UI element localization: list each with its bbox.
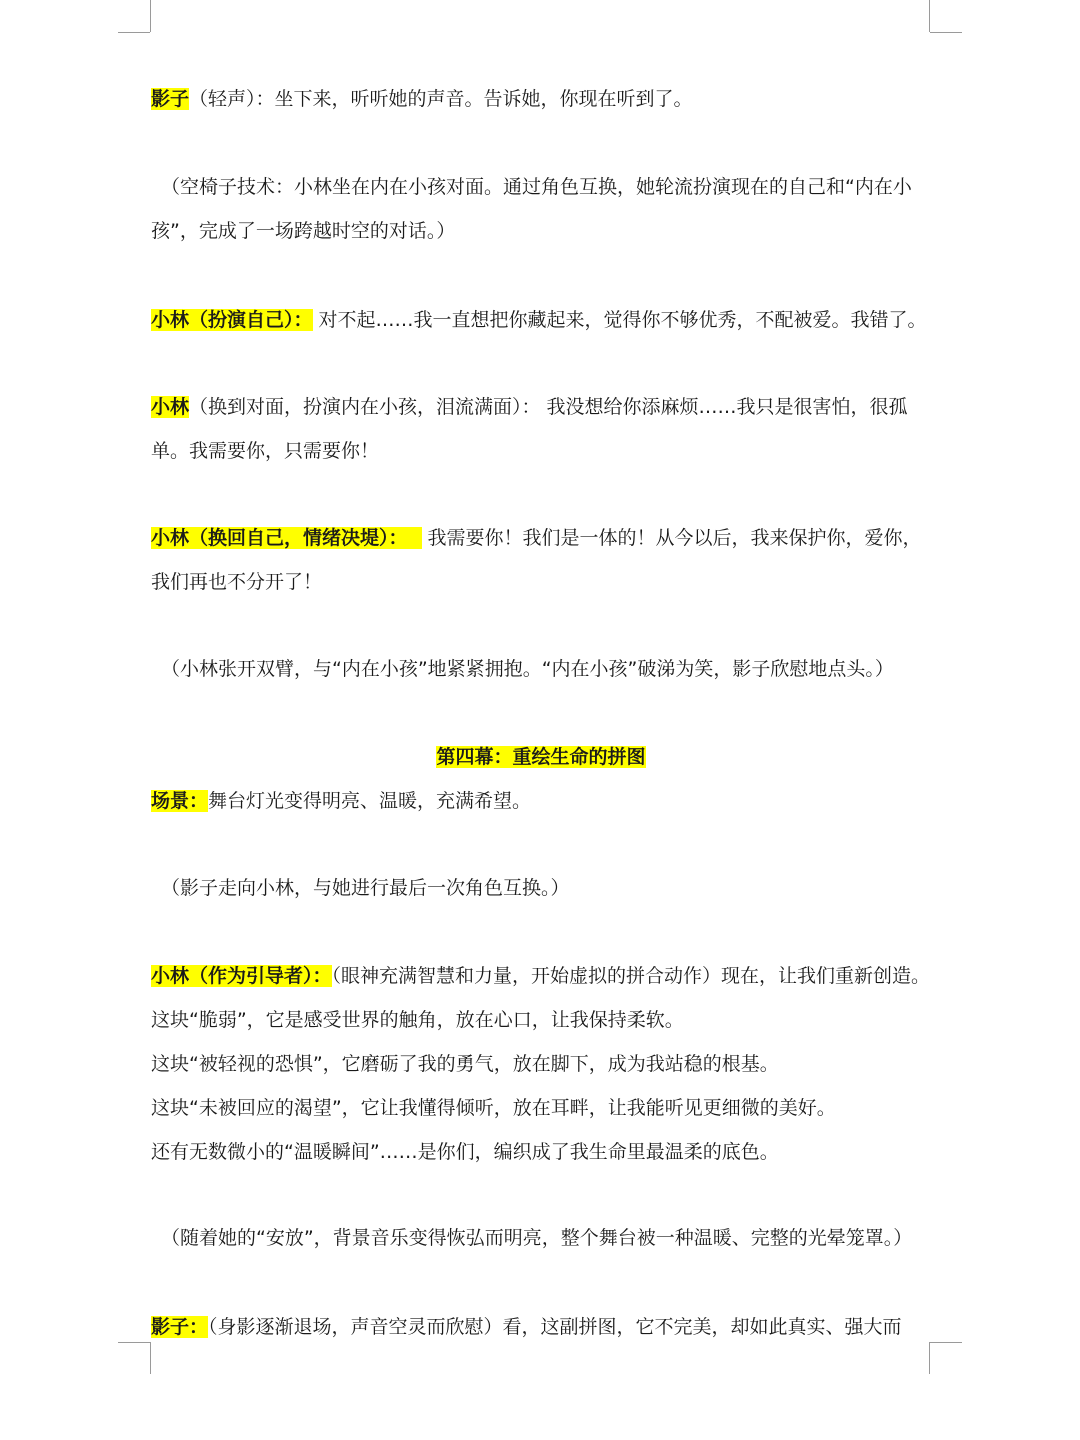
dialogue-text: 我需要你！我们是一体的！从今以后，我来保护你，爱你， bbox=[421, 527, 922, 549]
paragraph-xiaolin-self bbox=[151, 298, 931, 342]
stage-direction-line: 孩”，完成了一场跨越时空的对话。） bbox=[151, 220, 456, 242]
dialogue-text: 这块“脆弱”，它是感受世界的触角，放在心口，让我保持柔软。 bbox=[151, 1009, 684, 1031]
paragraph-scene bbox=[151, 779, 931, 823]
crop-mark-top-right-h bbox=[930, 32, 962, 33]
speaker-label: 影子 bbox=[151, 88, 190, 110]
stage-direction-text: （随着她的“安放”，背景音乐变得恢弘而明亮，整个舞台被一种温暖、完整的光晕笼罩。） bbox=[161, 1227, 913, 1249]
paragraph-shadow-exit bbox=[151, 1305, 931, 1349]
act-heading-text: 第四幕：重绘生命的拼图 bbox=[436, 746, 646, 768]
speaker-label: 小林 bbox=[151, 396, 190, 418]
crop-mark-top-right-v bbox=[929, 0, 930, 32]
stage-direction-text: （小林张开双臂，与“内在小孩”地紧紧拥抱。“内在小孩”破涕为笑，影子欣慰地点头。） bbox=[161, 658, 894, 680]
dialogue-text: 我们再也不分开了！ bbox=[151, 571, 323, 593]
paragraph-xiaolin-breakdown bbox=[151, 516, 931, 604]
crop-mark-bottom-left-h bbox=[118, 1342, 150, 1343]
dialogue-text: （换到对面，扮演内在小孩，泪流满面）： 我没想给你添麻烦……我只是很害怕，很孤 bbox=[189, 396, 908, 418]
paragraph-shadow-whisper bbox=[151, 77, 931, 121]
scene-text: 舞台灯光变得明亮、温暖，充满希望。 bbox=[208, 790, 532, 812]
dialogue-text: 还有无数微小的“温暖瞬间”……是你们，编织成了我生命里最温柔的底色。 bbox=[151, 1141, 779, 1163]
dialogue-text: 这块“未被回应的渴望”，它让我懂得倾听，放在耳畔，让我能听见更细微的美好。 bbox=[151, 1097, 836, 1119]
paragraph-xiaolin-inner-child bbox=[151, 385, 931, 473]
act-heading bbox=[151, 735, 931, 779]
paragraph-empty-chair bbox=[151, 165, 931, 253]
stage-direction-line: （空椅子技术：小林坐在内在小孩对面。通过角色互换，她轮流扮演现在的自己和“内在小 bbox=[161, 176, 912, 198]
speaker-label: 小林（作为引导者）： bbox=[151, 965, 332, 987]
crop-mark-top-left-h bbox=[118, 32, 150, 33]
dialogue-text: （身影逐渐退场，声音空灵而欣慰）看，这副拼图，它不完美，却如此真实、强大而 bbox=[208, 1316, 902, 1338]
dialogue-text: 单。我需要你，只需要你！ bbox=[151, 440, 380, 462]
dialogue-text: 这块“被轻视的恐惧”，它磨砺了我的勇气，放在脚下，成为我站稳的根基。 bbox=[151, 1053, 779, 1075]
speaker-label: 小林（换回自己，情绪决堤）： bbox=[151, 527, 422, 549]
speaker-label: 小林（扮演自己）： bbox=[151, 309, 313, 331]
paragraph-embrace bbox=[151, 647, 931, 691]
speaker-label: 影子： bbox=[151, 1316, 209, 1338]
dialogue-text: 对不起……我一直想把你藏起来，觉得你不够优秀，不配被爱。我错了。 bbox=[312, 309, 927, 331]
paragraph-music bbox=[151, 1216, 931, 1260]
paragraph-role-swap bbox=[151, 866, 931, 910]
paragraph-guide bbox=[151, 954, 931, 1174]
dialogue-text: （轻声）：坐下来，听听她的声音。告诉她，你现在听到了。 bbox=[189, 88, 693, 110]
crop-mark-bottom-right-h bbox=[930, 1342, 962, 1343]
dialogue-text: （眼神充满智慧和力量，开始虚拟的拼合动作）现在，让我们重新创造。 bbox=[331, 965, 931, 987]
scene-label: 场景： bbox=[151, 790, 209, 812]
crop-mark-top-left-v bbox=[150, 0, 151, 32]
stage-direction-text: （影子走向小林，与她进行最后一次角色互换。） bbox=[161, 877, 570, 899]
